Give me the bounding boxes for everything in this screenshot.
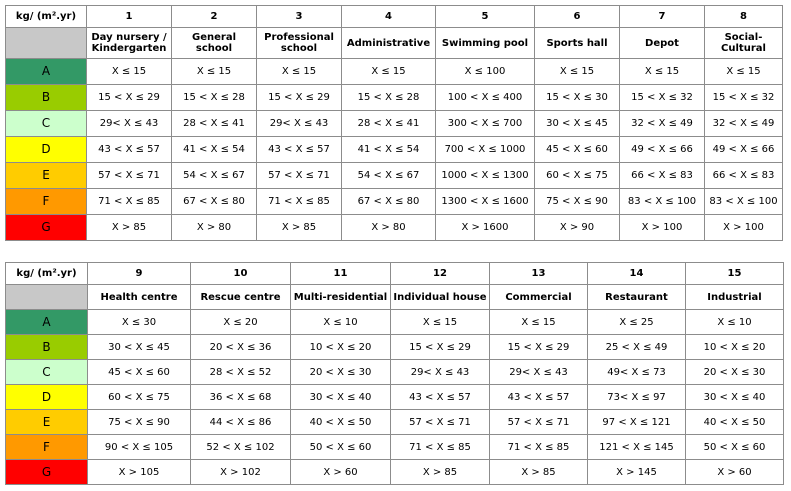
threshold-cell: X > 80 <box>172 215 257 241</box>
threshold-cell: X ≤ 20 <box>191 310 291 335</box>
building-type-name: Swimming pool <box>436 28 535 59</box>
grade-label: D <box>6 385 88 410</box>
building-type-number: 9 <box>88 263 191 285</box>
threshold-cell: 54 < X ≤ 67 <box>342 163 436 189</box>
building-type-number: 14 <box>588 263 686 285</box>
grade-label: E <box>6 410 88 435</box>
building-type-name: Sports hall <box>535 28 620 59</box>
threshold-cell: 15 < X ≤ 29 <box>490 335 588 360</box>
header-row <box>6 6 783 28</box>
grade-label: G <box>6 215 87 241</box>
threshold-cell: 28 < X ≤ 41 <box>172 111 257 137</box>
threshold-cell: 66 < X ≤ 83 <box>705 163 783 189</box>
grade-label: D <box>6 137 87 163</box>
threshold-cell: 30 < X ≤ 45 <box>88 335 191 360</box>
threshold-cell: 30 < X ≤ 40 <box>291 385 391 410</box>
grade-row-e <box>6 163 783 189</box>
threshold-cell: 32 < X ≤ 49 <box>705 111 783 137</box>
threshold-cell: 45 < X ≤ 60 <box>535 137 620 163</box>
threshold-cell: X > 85 <box>490 460 588 485</box>
threshold-cell: 15 < X ≤ 29 <box>391 335 490 360</box>
threshold-cell: 71 < X ≤ 85 <box>87 189 172 215</box>
threshold-cell: X > 105 <box>88 460 191 485</box>
threshold-cell: 83 < X ≤ 100 <box>620 189 705 215</box>
threshold-cell: 29< X ≤ 43 <box>87 111 172 137</box>
building-type-number: 6 <box>535 6 620 28</box>
building-type-name: Depot <box>620 28 705 59</box>
building-type-name: Multi-residential <box>291 285 391 310</box>
building-type-name: Administrative <box>342 28 436 59</box>
building-type-number: 7 <box>620 6 705 28</box>
threshold-cell: 43 < X ≤ 57 <box>87 137 172 163</box>
threshold-cell: X > 60 <box>291 460 391 485</box>
building-type-name: Industrial <box>686 285 784 310</box>
threshold-cell: 41 < X ≤ 54 <box>172 137 257 163</box>
threshold-cell: 15 < X ≤ 28 <box>342 85 436 111</box>
building-type-name: Professional school <box>257 28 342 59</box>
threshold-cell: 67 < X ≤ 80 <box>172 189 257 215</box>
threshold-cell: 49 < X ≤ 66 <box>705 137 783 163</box>
threshold-cell: 15 < X ≤ 32 <box>620 85 705 111</box>
threshold-cell: 97 < X ≤ 121 <box>588 410 686 435</box>
building-type-row <box>6 285 784 310</box>
threshold-cell: 25 < X ≤ 49 <box>588 335 686 360</box>
building-type-number: 13 <box>490 263 588 285</box>
threshold-cell: 30 < X ≤ 45 <box>535 111 620 137</box>
threshold-cell: 54 < X ≤ 67 <box>172 163 257 189</box>
threshold-cell: X > 60 <box>686 460 784 485</box>
threshold-cell: 15 < X ≤ 28 <box>172 85 257 111</box>
threshold-cell: 50 < X ≤ 60 <box>291 435 391 460</box>
grade-label: F <box>6 435 88 460</box>
threshold-cell: 121 < X ≤ 145 <box>588 435 686 460</box>
threshold-cell: 100 < X ≤ 400 <box>436 85 535 111</box>
building-type-number: 5 <box>436 6 535 28</box>
threshold-cell: 73< X ≤ 97 <box>588 385 686 410</box>
building-type-row <box>6 28 783 59</box>
threshold-cell: 57 < X ≤ 71 <box>490 410 588 435</box>
threshold-cell: X > 90 <box>535 215 620 241</box>
threshold-cell: 43 < X ≤ 57 <box>490 385 588 410</box>
threshold-cell: 45 < X ≤ 60 <box>88 360 191 385</box>
threshold-cell: 90 < X ≤ 105 <box>88 435 191 460</box>
threshold-cell: X ≤ 15 <box>172 59 257 85</box>
building-type-name: Commercial <box>490 285 588 310</box>
threshold-cell: 44 < X ≤ 86 <box>191 410 291 435</box>
grade-row-c <box>6 360 784 385</box>
threshold-cell: X ≤ 15 <box>257 59 342 85</box>
grade-row-a <box>6 310 784 335</box>
grade-row-e <box>6 410 784 435</box>
blank-corner-cell <box>6 28 87 59</box>
threshold-cell: 32 < X ≤ 49 <box>620 111 705 137</box>
threshold-cell: X > 102 <box>191 460 291 485</box>
threshold-cell: 71 < X ≤ 85 <box>391 435 490 460</box>
grade-label: F <box>6 189 87 215</box>
threshold-cell: 83 < X ≤ 100 <box>705 189 783 215</box>
threshold-cell: X ≤ 30 <box>88 310 191 335</box>
threshold-cell: 1300 < X ≤ 1600 <box>436 189 535 215</box>
blank-corner-cell <box>6 285 88 310</box>
building-type-name: Individual house <box>391 285 490 310</box>
grade-label: B <box>6 335 88 360</box>
threshold-cell: 71 < X ≤ 85 <box>490 435 588 460</box>
threshold-cell: 20 < X ≤ 30 <box>686 360 784 385</box>
threshold-cell: 60 < X ≤ 75 <box>88 385 191 410</box>
threshold-cell: 15 < X ≤ 29 <box>257 85 342 111</box>
threshold-cell: 57 < X ≤ 71 <box>257 163 342 189</box>
threshold-cell: X ≤ 15 <box>535 59 620 85</box>
grade-label: A <box>6 310 88 335</box>
building-type-number: 2 <box>172 6 257 28</box>
building-type-name: Health centre <box>88 285 191 310</box>
threshold-cell: X ≤ 15 <box>705 59 783 85</box>
building-type-number: 8 <box>705 6 783 28</box>
building-type-number: 15 <box>686 263 784 285</box>
threshold-cell: X ≤ 10 <box>291 310 391 335</box>
threshold-cell: X > 85 <box>391 460 490 485</box>
grade-label: C <box>6 360 88 385</box>
threshold-cell: 29< X ≤ 43 <box>257 111 342 137</box>
building-type-number: 11 <box>291 263 391 285</box>
threshold-cell: 29< X ≤ 43 <box>490 360 588 385</box>
threshold-cell: 20 < X ≤ 30 <box>291 360 391 385</box>
building-type-name: Rescue centre <box>191 285 291 310</box>
threshold-cell: X ≤ 15 <box>620 59 705 85</box>
grade-label: B <box>6 85 87 111</box>
threshold-cell: X ≤ 15 <box>342 59 436 85</box>
grade-row-a <box>6 59 783 85</box>
threshold-cell: 700 < X ≤ 1000 <box>436 137 535 163</box>
building-type-name: Social-Cultural <box>705 28 783 59</box>
threshold-cell: X ≤ 100 <box>436 59 535 85</box>
threshold-cell: 49 < X ≤ 66 <box>620 137 705 163</box>
threshold-cell: 43 < X ≤ 57 <box>257 137 342 163</box>
threshold-cell: X > 85 <box>257 215 342 241</box>
building-type-number: 12 <box>391 263 490 285</box>
threshold-cell: 43 < X ≤ 57 <box>391 385 490 410</box>
threshold-cell: 15 < X ≤ 32 <box>705 85 783 111</box>
threshold-cell: 20 < X ≤ 36 <box>191 335 291 360</box>
grade-row-d <box>6 385 784 410</box>
threshold-cell: 52 < X ≤ 102 <box>191 435 291 460</box>
threshold-cell: 40 < X ≤ 50 <box>291 410 391 435</box>
threshold-cell: X > 145 <box>588 460 686 485</box>
building-type-name: Day nursery / Kindergarten <box>87 28 172 59</box>
threshold-cell: X ≤ 15 <box>391 310 490 335</box>
threshold-cell: 36 < X ≤ 68 <box>191 385 291 410</box>
unit-label: kg/ (m².yr) <box>6 6 87 28</box>
energy-table-2 <box>5 262 784 485</box>
grade-row-b <box>6 335 784 360</box>
threshold-cell: X > 1600 <box>436 215 535 241</box>
grade-label: E <box>6 163 87 189</box>
threshold-cell: 57 < X ≤ 71 <box>391 410 490 435</box>
threshold-cell: 41 < X ≤ 54 <box>342 137 436 163</box>
grade-row-f <box>6 189 783 215</box>
building-type-name: Restaurant <box>588 285 686 310</box>
threshold-cell: 30 < X ≤ 40 <box>686 385 784 410</box>
grade-row-g <box>6 460 784 485</box>
threshold-cell: 15 < X ≤ 30 <box>535 85 620 111</box>
threshold-cell: 75 < X ≤ 90 <box>88 410 191 435</box>
threshold-cell: X ≤ 10 <box>686 310 784 335</box>
threshold-cell: X > 80 <box>342 215 436 241</box>
grade-row-c <box>6 111 783 137</box>
threshold-cell: X > 85 <box>87 215 172 241</box>
threshold-cell: 40 < X ≤ 50 <box>686 410 784 435</box>
threshold-cell: X ≤ 15 <box>490 310 588 335</box>
energy-table-1 <box>5 5 783 241</box>
threshold-cell: 67 < X ≤ 80 <box>342 189 436 215</box>
threshold-cell: 28 < X ≤ 52 <box>191 360 291 385</box>
grade-label: G <box>6 460 88 485</box>
threshold-cell: 15 < X ≤ 29 <box>87 85 172 111</box>
building-type-number: 3 <box>257 6 342 28</box>
header-row <box>6 263 784 285</box>
grade-row-g <box>6 215 783 241</box>
grade-row-f <box>6 435 784 460</box>
threshold-cell: 75 < X ≤ 90 <box>535 189 620 215</box>
threshold-cell: 10 < X ≤ 20 <box>291 335 391 360</box>
threshold-cell: X > 100 <box>620 215 705 241</box>
grade-row-b <box>6 85 783 111</box>
threshold-cell: 57 < X ≤ 71 <box>87 163 172 189</box>
threshold-cell: X ≤ 15 <box>87 59 172 85</box>
threshold-cell: 10 < X ≤ 20 <box>686 335 784 360</box>
building-type-number: 1 <box>87 6 172 28</box>
threshold-cell: 49< X ≤ 73 <box>588 360 686 385</box>
threshold-cell: X > 100 <box>705 215 783 241</box>
threshold-cell: 1000 < X ≤ 1300 <box>436 163 535 189</box>
threshold-cell: 66 < X ≤ 83 <box>620 163 705 189</box>
unit-label: kg/ (m².yr) <box>6 263 88 285</box>
grade-label: C <box>6 111 87 137</box>
threshold-cell: X ≤ 25 <box>588 310 686 335</box>
grade-label: A <box>6 59 87 85</box>
threshold-cell: 50 < X ≤ 60 <box>686 435 784 460</box>
threshold-cell: 29< X ≤ 43 <box>391 360 490 385</box>
threshold-cell: 60 < X ≤ 75 <box>535 163 620 189</box>
threshold-cell: 300 < X ≤ 700 <box>436 111 535 137</box>
building-type-number: 4 <box>342 6 436 28</box>
grade-row-d <box>6 137 783 163</box>
threshold-cell: 71 < X ≤ 85 <box>257 189 342 215</box>
threshold-cell: 28 < X ≤ 41 <box>342 111 436 137</box>
building-type-name: General school <box>172 28 257 59</box>
building-type-number: 10 <box>191 263 291 285</box>
